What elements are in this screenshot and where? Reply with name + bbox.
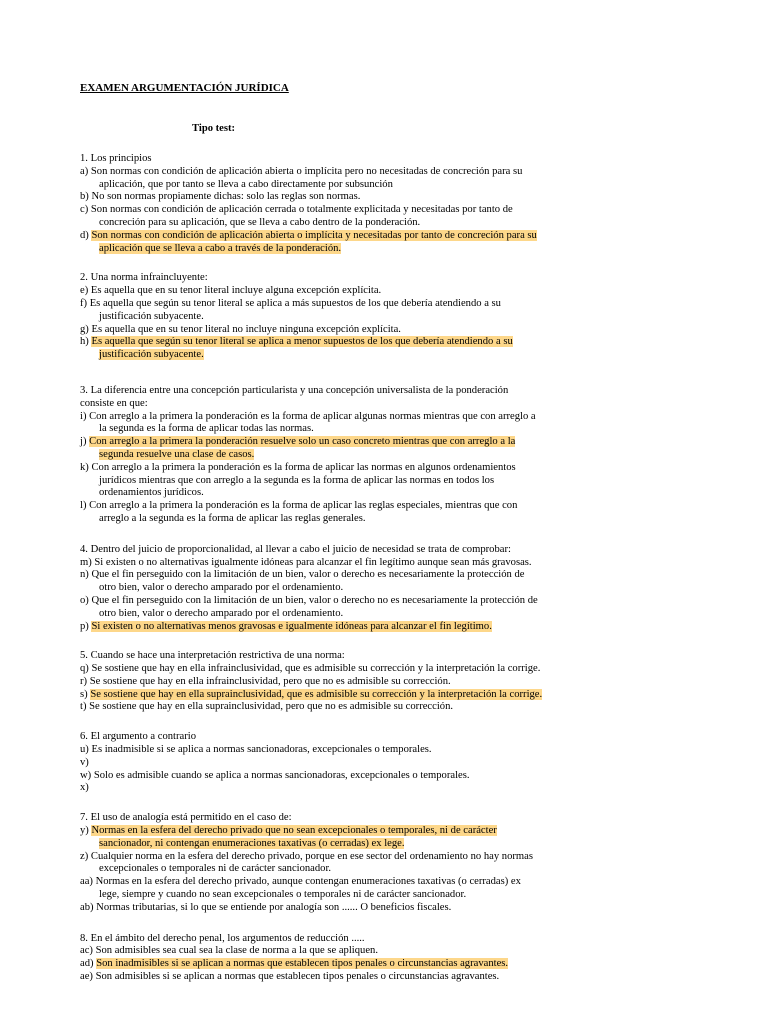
answer-option-highlighted	[80, 958, 580, 971]
highlighted-answer-text: Son inadmisibles si se aplican a normas que establecen tipos penales o circunstancias agravantes.	[96, 958, 509, 970]
option-line: otro bien, valor o derecho amparado por el ordenamiento.	[99, 582, 344, 594]
answer-option-highlighted	[80, 621, 580, 634]
question-text: 7. El uso de analogía está permitido en el caso de:	[80, 812, 292, 824]
exam-title: EXAMEN ARGUMENTACIÓN JURÍDICA	[80, 82, 289, 94]
answer-option	[80, 557, 580, 570]
option-line: otro bien, valor o derecho amparado por el ordenamiento.	[99, 607, 344, 619]
answer-option	[80, 770, 580, 783]
answer-option	[80, 782, 580, 795]
answer-option	[80, 971, 580, 984]
option-label: j)	[80, 436, 90, 448]
question-5	[80, 650, 580, 714]
option-line: v)	[80, 756, 89, 768]
question-text: 3. La diferencia entre una concepción particularista y una concepción universalista de la ponderación	[80, 384, 509, 396]
answer-option-highlighted	[80, 230, 580, 256]
option-line	[80, 349, 580, 362]
question-text: 8. En el ámbito del derecho penal, los argumentos de reducción .....	[80, 932, 365, 944]
exam-document	[80, 82, 580, 984]
option-line	[80, 621, 580, 634]
option-label: y)	[80, 825, 92, 837]
answer-option	[80, 298, 580, 324]
highlighted-answer-text: segunda resuelve una clase de casos.	[99, 448, 255, 460]
option-line: ac) Son admisibles sea cual sea la clase de norma a la que se apliquen.	[80, 945, 378, 957]
answer-option	[80, 945, 580, 958]
question-2	[80, 272, 580, 362]
exam-subtitle: Tipo test:	[192, 123, 236, 134]
option-line: c) Son normas con condición de aplicación cerrada o totalmente explicitada y necesitadas por tanto de	[80, 204, 513, 216]
option-line: e) Es aquella que en su tenor literal incluye alguna excepción explícita.	[80, 285, 382, 297]
option-line: u) Es inadmisible si se aplica a normas sancionadoras, excepcionales o temporales.	[80, 744, 432, 756]
question-4	[80, 544, 580, 634]
option-line: g) Es aquella que en su tenor literal no incluye ninguna excepción explícita.	[80, 323, 401, 335]
option-line: arreglo a la segunda es la forma de aplicar las reglas generales.	[99, 512, 366, 524]
answer-option	[80, 595, 580, 621]
answer-option	[80, 285, 580, 298]
question-text: 4. Dentro del juicio de proporcionalidad, al llevar a cabo el juicio de necesidad se trata de comprobar:	[80, 543, 511, 555]
option-line: q) Se sostiene que hay en ella infrainclusividad, que es admisible su corrección y la interpretación la corrige.	[80, 663, 541, 675]
option-line	[80, 243, 580, 256]
highlighted-answer-text: sancionador, ni contengan enumeraciones taxativas (o cerradas) ex lege.	[99, 837, 405, 849]
highlighted-answer-text: Normas en la esfera del derecho privado que no sean excepcionales o temporales, ni de carácter	[91, 825, 497, 837]
answer-option	[80, 500, 580, 526]
option-line: aplicación, que por tanto se lleva a cabo directamente por subsunción	[99, 178, 393, 190]
question-6	[80, 731, 580, 795]
option-line	[80, 230, 580, 243]
answer-option	[80, 851, 580, 877]
answer-option	[80, 663, 580, 676]
option-line: ae) Son admisibles si se aplican a normas que establecen tipos penales o circunstancias agravantes.	[80, 971, 500, 983]
option-line	[80, 825, 580, 838]
option-label: d)	[80, 229, 92, 241]
option-line	[80, 958, 580, 971]
option-line: k) Con arreglo a la primera la ponderación es la forma de aplicar las normas en algunos ordenamientos	[80, 461, 516, 473]
answer-option	[80, 701, 580, 714]
option-line: concreción para su aplicación, que se lleva a cabo dentro de la ponderación.	[99, 216, 421, 228]
option-line: ab) Normas tributarias, si lo que se entiende por analogía son ...... O beneficios fiscales.	[80, 901, 452, 913]
option-line: justificación subyacente.	[99, 310, 204, 322]
option-label: p)	[80, 620, 92, 632]
option-line: la segunda es la forma de aplicar todas las normas.	[99, 423, 314, 435]
option-line	[80, 336, 580, 349]
highlighted-answer-text: aplicación que se lleva a cabo a través de la ponderación.	[99, 242, 342, 254]
option-line: a) Son normas con condición de aplicación abierta o implícita pero no necesitadas de concreción para su	[80, 165, 523, 177]
answer-option	[80, 411, 580, 437]
answer-option	[80, 676, 580, 689]
answer-option-highlighted	[80, 689, 580, 702]
option-line: l) Con arreglo a la primera la ponderación es la forma de aplicar las reglas especiales, mientras que con	[80, 500, 518, 512]
option-line: f) Es aquella que según su tenor literal se aplica a más supuestos de los que debería atendiendo a su	[80, 297, 501, 309]
question-text: 5. Cuando se hace una interpretación restrictiva de una norma:	[80, 650, 345, 662]
answer-option	[80, 166, 580, 192]
highlighted-answer-text: Si existen o no alternativas menos gravosas e igualmente idóneas para alcanzar el fin legítimo.	[91, 620, 492, 632]
answer-option-highlighted	[80, 336, 580, 362]
option-label: ad)	[80, 958, 97, 970]
option-line: o) Que el fin perseguido con la limitación de un bien, valor o derecho no es necesariamente la protección de	[80, 594, 538, 606]
question-text: 1. Los principios	[80, 153, 152, 164]
answer-option-highlighted	[80, 436, 580, 462]
option-line: jurídicos mientras que con arreglo a la segunda es la forma de aplicar las normas en todos los	[99, 474, 495, 486]
question-text: 6. El argumento a contrario	[80, 731, 197, 743]
answer-option	[80, 204, 580, 230]
option-line: aa) Normas en la esfera del derecho privado, aunque contengan enumeraciones taxativas (o cerradas) ex	[80, 876, 521, 888]
option-line: x)	[80, 782, 89, 794]
highlighted-answer-text: Se sostiene que hay en ella suprainclusividad, que es admisible su corrección y la interpretación la corrige.	[90, 688, 543, 700]
option-line: excepcionales o temporales ni de carácter sancionador.	[99, 863, 332, 875]
highlighted-answer-text: Es aquella que según su tenor literal se aplica a menor supuestos de los que debería atendiendo a su	[91, 336, 513, 348]
question-list	[80, 153, 580, 984]
question-text-continued: consiste en que:	[80, 397, 148, 409]
option-label: h)	[80, 336, 92, 348]
option-line	[80, 449, 580, 462]
option-line	[80, 689, 580, 702]
question-text: 2. Una norma infraincluyente:	[80, 272, 208, 284]
highlighted-answer-text: justificación subyacente.	[99, 349, 204, 361]
option-line: r) Se sostiene que hay en ella infrainclusividad, pero que no es admisible su corrección.	[80, 675, 451, 687]
option-line: lege, siempre y cuando no sean excepcionales o temporales ni de carácter sancionador.	[99, 889, 467, 901]
option-line: z) Cualquier norma en la esfera del derecho privado, porque en ese sector del ordenamiento no hay normas	[80, 850, 533, 862]
option-label: s)	[80, 688, 91, 700]
option-line: n) Que el fin perseguido con la limitación de un bien, valor o derecho es necesariamente la protección de	[80, 569, 525, 581]
option-line: b) No son normas propiamente dichas: solo las reglas son normas.	[80, 191, 361, 203]
option-line: m) Si existen o no alternativas igualmente idóneas para alcanzar el fin legítimo aunque sean más gravosas.	[80, 556, 532, 568]
answer-option	[80, 876, 580, 902]
option-line	[80, 838, 580, 851]
question-1	[80, 153, 580, 255]
answer-option	[80, 462, 580, 500]
option-line: ordenamientos jurídicos.	[99, 487, 204, 499]
answer-option	[80, 757, 580, 770]
option-line: i) Con arreglo a la primera la ponderación es la forma de aplicar algunas normas mientras que con arreglo a	[80, 410, 536, 422]
answer-option	[80, 569, 580, 595]
option-line: w) Solo es admisible cuando se aplica a normas sancionadoras, excepcionales o temporales.	[80, 769, 470, 781]
highlighted-answer-text: Con arreglo a la primera la ponderación resuelve solo un caso concreto mientras que con arreglo a la	[89, 436, 516, 448]
option-line	[80, 436, 580, 449]
question-3	[80, 385, 580, 526]
answer-option	[80, 324, 580, 337]
question-7	[80, 812, 580, 914]
answer-option	[80, 191, 580, 204]
question-8	[80, 933, 580, 984]
answer-option	[80, 902, 580, 915]
highlighted-answer-text: Son normas con condición de aplicación abierta o implícita y necesitadas por tanto de concreción para su	[91, 229, 537, 241]
option-line: t) Se sostiene que hay en ella suprainclusividad, pero que no es admisible su corrección.	[80, 701, 454, 713]
answer-option	[80, 744, 580, 757]
answer-option-highlighted	[80, 825, 580, 851]
